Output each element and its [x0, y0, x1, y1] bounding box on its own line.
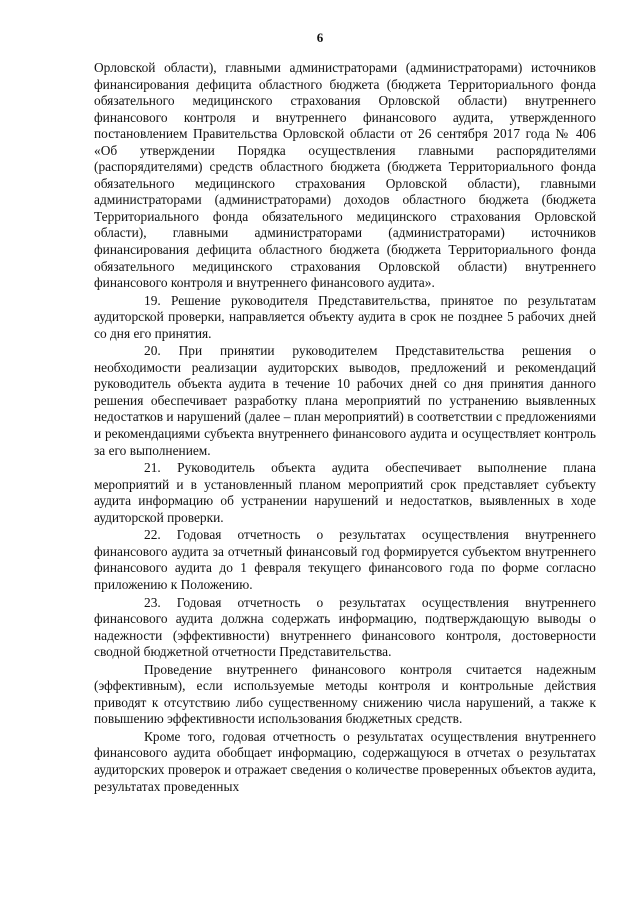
paragraph-23-reliability: Проведение внутреннего финансового контроля считается надежным (эффективным), если используемые методы контроля и контрольные действия приводят к отсутствию либо существенному снижению числа нарушений, а также к повышению эффективности использования бюджетных средств.	[94, 661, 596, 727]
paragraph-20: 20. При принятии руководителем Представительства решения о необходимости реализации аудиторских выводов, предложений и рекомендаций руководитель объекта аудита в течение 10 рабочих дней со дня принятия данного решения обеспечивает разработку плана мероприятий по устранению выявленных недостатков и нарушений (далее – план мероприятий) в соответствии с предложениями и рекомендациями субъекта внутреннего финансового аудита и осуществляет контроль за его выполнением.	[94, 343, 596, 458]
paragraph-19: 19. Решение руководителя Представительства, принятое по результатам аудиторской проверки, направляется объекту аудита в срок не позднее 5 рабочих дней со дня его принятия.	[94, 292, 596, 341]
document-body	[94, 60, 596, 795]
paragraph-continuation: Орловской области), главными администраторами (администраторами) источников финансирования дефицита областного бюджета (бюджета Территориального фонда обязательного медицинского страхования Орловской области) внутреннего финансового контроля и внутреннего финансового аудита, утвержденного постановлением Правительства Орловской области от 26 сентября 2017 года № 406 «Об утверждении Порядка осуществления главными распорядителями (распорядителями) средств областного бюджета (бюджета Территориального фонда обязательного медицинского страхования Орловской области), главными администраторами (администраторами) доходов областного бюджета (бюджета Территориального фонда обязательного медицинского страхования Орловской области), главными администраторами (администраторами) источников финансирования дефицита областного бюджета (бюджета Территориального фонда обязательного медицинского страхования Орловской области) внутреннего финансового контроля и внутреннего финансового аудита».	[94, 60, 596, 291]
paragraph-22: 22. Годовая отчетность о результатах осуществления внутреннего финансового аудита за отчетный финансовый год формируется субъектом внутреннего финансового аудита до 1 февраля текущего финансового года по форме согласно приложению к Положению.	[94, 527, 596, 592]
paragraph-23: 23. Годовая отчетность о результатах осуществления внутреннего финансового аудита должна содержать информацию, подтверждающую выводы о надежности (эффективности) внутреннего финансового контроля, достоверности сводной бюджетной отчетности Представительства.	[94, 594, 596, 660]
paragraph-21: 21. Руководитель объекта аудита обеспечивает выполнение плана мероприятий и в установленный планом мероприятий срок представляет субъекту аудита информацию об устранении нарушений и недостатков, выявленных в ходе аудиторской проверки.	[94, 460, 596, 525]
page-number: 6	[316, 30, 324, 45]
paragraph-23-summary: Кроме того, годовая отчетность о результатах осуществления внутреннего финансового аудита обобщает информацию, содержащуюся в отчетах о результатах аудиторских проверок и отражает сведения о количестве проверенных объектов аудита, результатах проведенных	[94, 728, 596, 794]
